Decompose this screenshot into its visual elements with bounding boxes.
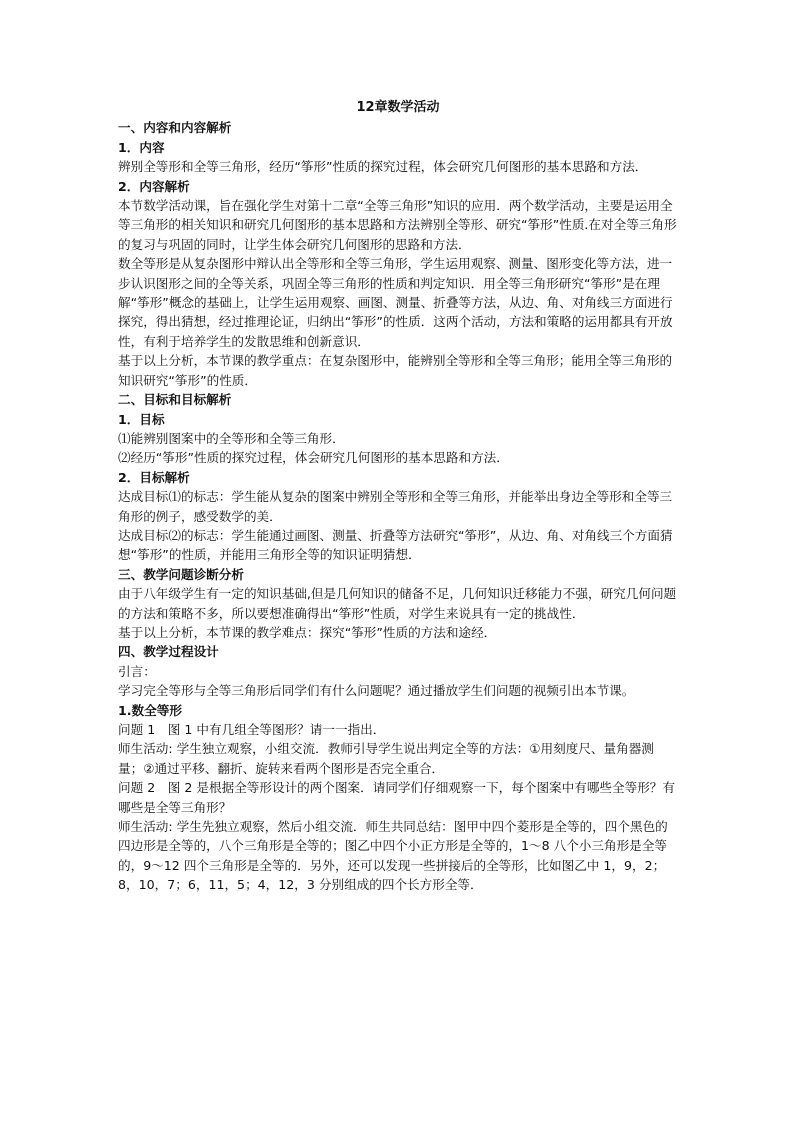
paragraph: 由于八年级学生有一定的知识基础,但是几何知识的储备不足，几何知识迁移能力不强，研究几何问题的方法和策略不多，所以要想准确得出“筝形”性质，对学生来说具有一定的挑战性． <box>118 586 677 621</box>
intro-label: 引言： <box>118 663 156 679</box>
subsection-heading: 2．目标解析 <box>118 469 190 485</box>
paragraph: 本节数学活动课，旨在强化学生对第十二章“全等三角形”知识的应用．两个数学活动，主要是运用全等三角形的相关知识和研究几何图形的基本思路和方法辨别全等形、研究“筝形”性质.在对全等三角形的复习与巩固的同时，让学生体会研究几何图形的思路和方法． <box>118 198 677 252</box>
goal-item: ⑵经历“筝形”性质的探究过程，体会研究几何图形的基本思路和方法． <box>118 450 509 466</box>
section-heading: 一、内容和内容解析 <box>118 120 232 136</box>
paragraph: 辨别全等形和全等三角形，经历“筝形”性质的探究过程，体会研究几何图形的基本思路和方法． <box>118 159 648 175</box>
paragraph: 学习完全等形与全等三角形后同学们有什么问题呢？通过播放学生们问题的视频引出本节课。 <box>118 683 635 699</box>
paragraph: 数全等形是从复杂图形中辩认出全等形和全等三角形，学生运用观察、测量、图形变化等方法，进一步认识图形之间的全等关系，巩固全等三角形的性质和判定知识．用全等三角形研究“筝形”是在理解“筝形”概念的基础上，让学生运用观察、画图、测量、折叠等方法，从边、角、对角线三方面进行探究，得出猜想，经过推理论证，归纳出“筝形”的性质．这两个活动，方法和策略的运用都具有开放性，有利于培养学生的发散思维和创新意识． <box>118 256 673 349</box>
paragraph: 达成目标⑴的标志：学生能从复杂的图案中辨别全等形和全等三角形，并能举出身边全等形和全等三角形的例子，感受数学的美． <box>118 489 673 524</box>
paragraph: 基于以上分析，本节课的教学重点：在复杂图形中，能辨别全等形和全等三角形；能用全等三角形的知识研究“筝形”的性质． <box>118 353 673 388</box>
paragraph: 基于以上分析，本节课的教学难点：探究“筝形”性质的方法和途经． <box>118 624 497 640</box>
document-page <box>118 98 678 895</box>
goal-item: ⑴能辨别图案中的全等形和全等三角形． <box>118 430 345 446</box>
activity-1: 师生活动: 学生独立观察，小组交流．教师引导学生说出判定全等的方法：①用刻度尺、量角器测量；②通过平移、翻折、旋转来看两个图形是否完全重合． <box>118 741 654 776</box>
subsection-heading: 2．内容解析 <box>118 178 190 194</box>
paragraph: 达成目标⑵的标志：学生能通过画图、测量、折叠等方法研究“筝形”，从边、角、对角线三个方面猜想“筝形”的性质，并能用三角形全等的知识证明猜想． <box>118 527 673 563</box>
question-2: 问题 2 图 2 是根据全等形设计的两个图案．请同学们仔细观察一下，每个图案中有哪些全等形？有哪些是全等三角形？ <box>118 780 675 815</box>
section-heading: 二、目标和目标解析 <box>118 392 232 408</box>
subsection-heading: 1.数全等形 <box>118 702 182 718</box>
section-heading: 三、教学问题诊断分析 <box>118 566 244 582</box>
document-title: 12章数学活动 <box>356 100 440 115</box>
activity-2: 师生活动: 学生先独立观察，然后小组交流．师生共同总结：图甲中四个菱形是全等的，四个黑色的四边形是全等的，八个三角形是全等的；图乙中四个小正方形是全等的，1～8 八个小三角形是全等的，9～12 四个三角形是全等的．另外，还可以发现一些拼接后的全等形，比如图乙中 1，9，2；8，10，7；6，11，5；4，12，3 分别组成的四个长方形全等． <box>118 819 668 893</box>
subsection-heading: 1．目标 <box>118 411 165 427</box>
section-heading: 四、教学过程设计 <box>118 644 219 660</box>
subsection-heading: 1．内容 <box>118 139 165 155</box>
question-1: 问题 1 图 1 中有几组全等图形？请一一指出． <box>118 722 386 737</box>
